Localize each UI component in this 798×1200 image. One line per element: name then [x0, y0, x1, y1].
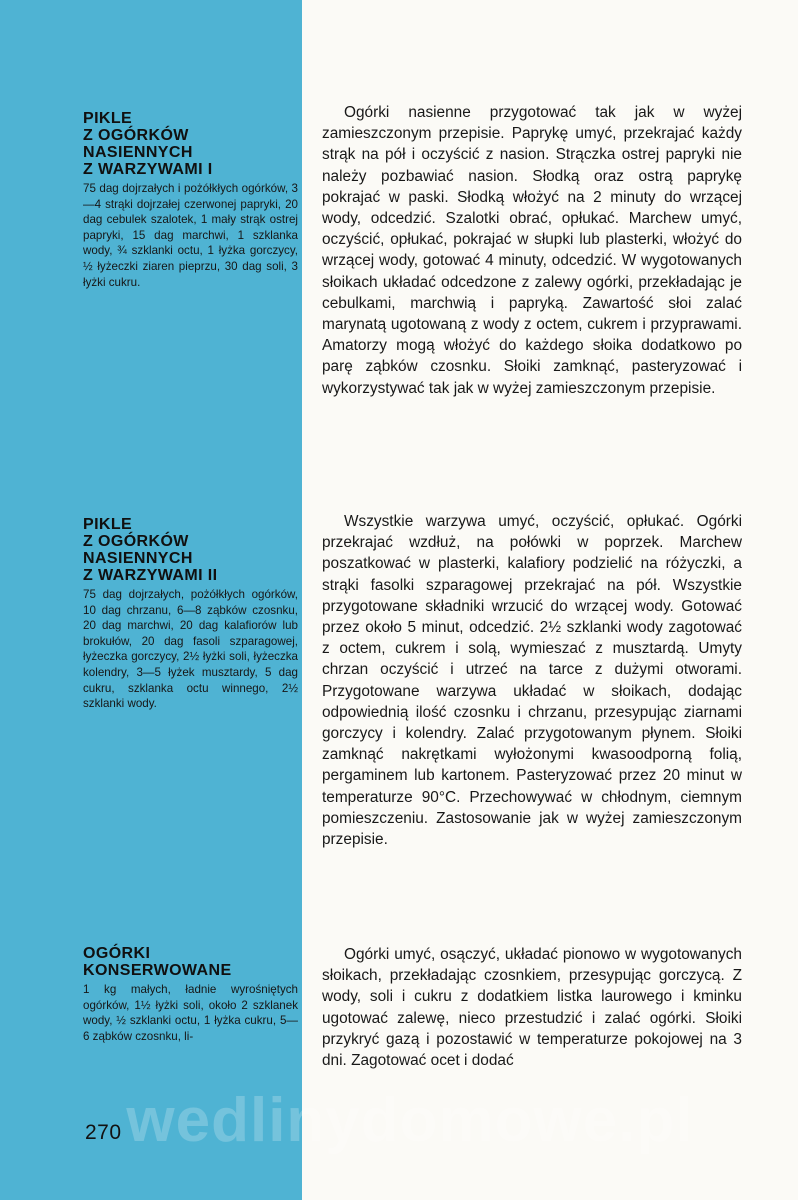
recipe-3-header [83, 945, 298, 1044]
recipe-2-header [83, 516, 298, 712]
recipe-1-header [83, 110, 298, 290]
recipe-1-title: PIKLE Z OGÓRKÓW NASIENNYCH Z WARZYWAMI I [83, 110, 213, 178]
recipe-1-instructions: Ogórki nasienne przygotować tak jak w wyżej zamieszczonym przepisie. Paprykę umyć, przekrajać każdy strąk na pół i oczyścić z nasion. Strączka ostrej papryki nie należy pozbawiać nasion. Słodką oraz ostrą paprykę pokrajać w paski. Słodką włożyć na 2 minuty do wrzącej wody, odcedzić. Szalotki obrać, opłukać. Marchew umyć, oczyścić, opłukać, pokrajać w słupki lub plasterki, włożyć do wrzącej wody, gotować 4 minuty, odcedzić. W wygotowanych słoikach układać odcedzone z zalewy ogórki, przekładając je cebulkami, marchwią i papryką. Zawartość słoi zalać marynatą ugotowaną z wody z octem, cukrem i przyprawami. Amatorzy mogą włożyć do każdego słoika dodatkowo po parę ząbków czosnku. Słoiki zamknąć, pasteryzować i wykorzystywać tak jak w wyżej zamieszczonym przepisie. [322, 104, 742, 397]
recipe-3-instructions: Ogórki umyć, osączyć, układać pionowo w wygotowanych słoikach, przekładając czosnkiem, przesypując gorczycą. Z wody, soli i cukru z dodatkiem listka laurowego i kminku ugotować zalewę, nieco przestudzić i zalać ogórki. Słoiki przykryć gazą i pozostawić w temperaturze pokojowej na 3 dni. Zagotować ocet i dodać [322, 946, 742, 1070]
recipe-3-ingredients: 1 kg małych, ładnie wyrośniętych ogórków, 1½ łyżki soli, około 2 szklanek wody, ½ szklanki octu, 1 łyżka cukru, 5—6 ząbków czosnku, li- [83, 983, 298, 1043]
recipe-2-title: PIKLE Z OGÓRKÓW NASIENNYCH Z WARZYWAMI II [83, 516, 218, 584]
recipe-1-ingredients: 75 dag dojrzałych i pożółkłych ogórków, 3—4 strąki dojrzałej czerwonej papryki, 20 dag cebulek szalotek, 1 mały strąk ostrej papryki, 15 dag marchwi, 1 szklanka wody, ¾ szklanki octu, 1 łyżka gorczycy, ½ łyżeczki ziaren pieprzu, 30 dag soli, 3 łyżki cukru. [83, 182, 298, 289]
watermark: wedlinydomowe.pl [126, 1086, 694, 1155]
recipe-2-instructions: Wszystkie warzywa umyć, oczyścić, opłukać. Ogórki przekrajać wzdłuż, na połówki w poprzek. Marchew poszatkować w plasterki, kalafiory podzielić na różyczki, a strąki fasolki szparagowej przekrajać na pół. Wszystkie przygotowane składniki wrzucić do wrzącej wody. Gotować przez około 5 minut, odcedzić. 2½ szklanki wody zagotować z octem, cukrem i solą, wymieszać z musztardą. Umyty chrzan oczyścić i utrzeć na tarce z dużymi otworami. Przygotowane warzywa układać w słoikach, dodając odpowiednią ilość czosnku i chrzanu, przesypując ziarnami gorczycy i kolendry. Zalać przygotowanym płynem. Słoiki zamknąć nakrętkami wyłożonymi kwasoodporną folią, pergaminem lub kartonem. Pasteryzować przez 20 minut w temperaturze 90°C. Przechowywać w chłodnym, ciemnym pomieszczeniu. Zastosowanie jak w wyżej zamieszczonym przepisie. [322, 513, 742, 849]
page-number: 270 [85, 1121, 122, 1144]
recipe-2-ingredients: 75 dag dojrzałych, pożółkłych ogórków, 10 dag chrzanu, 6—8 ząbków czosnku, 20 dag marchwi, 20 dag kalafiorów lub brokułów, 20 dag fasoli szparagowej, łyżeczka gorczycy, 2½ łyżki soli, łyżeczka kolendry, 3—5 łyżek musztardy, 5 dag cukru, szklanka octu winnego, 2½ szklanki wody. [83, 588, 298, 711]
recipe-3-title: OGÓRKI KONSERWOWANE [83, 945, 232, 979]
